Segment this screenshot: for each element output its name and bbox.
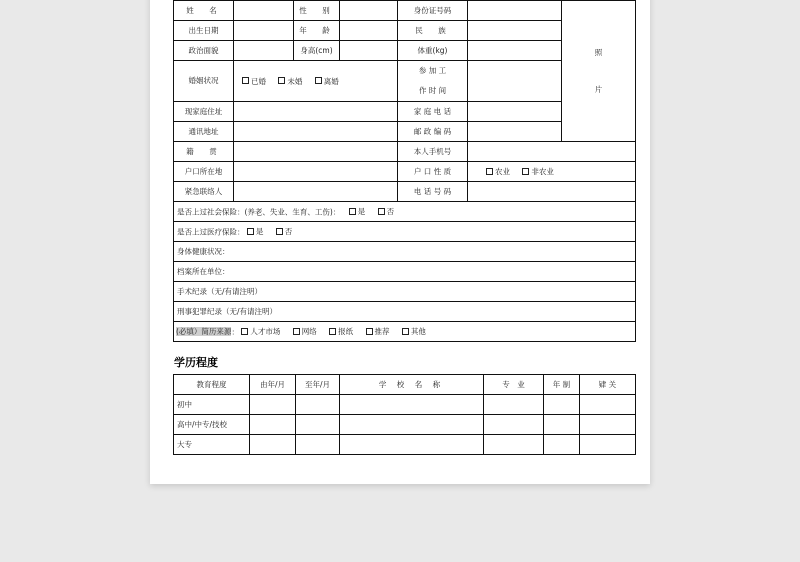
input-mobile[interactable] (468, 142, 636, 162)
edu-cell[interactable] (296, 395, 340, 415)
label-home-phone: 家 庭 电 话 (398, 102, 468, 122)
input-work-start[interactable] (468, 61, 562, 102)
row-health[interactable]: 身体健康状况： (174, 242, 636, 262)
label-ethnicity: 民 族 (398, 21, 468, 41)
edu-row-label: 高中/中专/技校 (174, 415, 250, 435)
input-political-status[interactable] (234, 41, 294, 61)
edu-header-level: 教育程度 (174, 375, 250, 395)
checkbox-talent-market[interactable] (241, 328, 248, 335)
checkbox-medical-no[interactable] (276, 228, 283, 235)
input-height[interactable] (340, 41, 398, 61)
input-household-location[interactable] (234, 162, 398, 182)
checkbox-internet[interactable] (293, 328, 300, 335)
input-ethnicity[interactable] (468, 21, 562, 41)
photo-label-1: 照 (594, 47, 603, 57)
label-current-address: 现家庭住址 (174, 102, 234, 122)
label-medical-insurance: 是否上过医疗保险： (177, 227, 245, 236)
row-archive-unit[interactable]: 档案所在单位： (174, 262, 636, 282)
edu-cell[interactable] (250, 395, 296, 415)
input-current-address[interactable] (234, 102, 398, 122)
label-mailing-address: 通讯地址 (174, 122, 234, 142)
option-medical-no: 否 (284, 227, 293, 236)
edu-row-label: 初中 (174, 395, 250, 415)
checkbox-other[interactable] (402, 328, 409, 335)
option-referral: 推荐 (374, 327, 390, 336)
label-emergency-contact: 紧急联络人 (174, 182, 234, 202)
checkbox-married[interactable] (242, 77, 249, 84)
option-social-yes: 是 (357, 207, 366, 216)
edu-cell[interactable] (544, 435, 580, 455)
edu-cell[interactable] (250, 415, 296, 435)
edu-cell[interactable] (544, 415, 580, 435)
edu-cell[interactable] (580, 395, 636, 415)
input-age[interactable] (340, 21, 398, 41)
input-name[interactable] (234, 1, 294, 21)
label-resume-source: (必填）简历来源 (176, 327, 232, 336)
edu-cell[interactable] (544, 395, 580, 415)
label-age: 年 龄 (294, 21, 340, 41)
edu-header-years: 年 制 (544, 375, 580, 395)
label-social-insurance: 是否上过社会保险：(养老、失业、生育、工伤)： (177, 207, 341, 216)
edu-cell[interactable] (580, 415, 636, 435)
label-marital-status: 婚姻状况 (174, 61, 234, 102)
label-postal-code: 邮 政 编 码 (398, 122, 468, 142)
checkbox-medical-yes[interactable] (247, 228, 254, 235)
edu-cell[interactable] (484, 395, 544, 415)
label-weight: 体重(kg) (398, 41, 468, 61)
label-political-status: 政治面貌 (174, 41, 234, 61)
table-row (174, 435, 636, 455)
label-work-start-line1: 参 加 工 (418, 66, 447, 75)
input-gender[interactable] (340, 1, 398, 21)
option-social-no: 否 (386, 207, 395, 216)
label-height: 身高(cm) (294, 41, 340, 61)
edu-cell[interactable] (484, 435, 544, 455)
checkbox-social-yes[interactable] (349, 208, 356, 215)
edu-header-to: 至年/月 (296, 375, 340, 395)
checkbox-divorced[interactable] (315, 77, 322, 84)
label-work-start-line2: 作 时 间 (418, 86, 447, 95)
input-mailing-address[interactable] (234, 122, 398, 142)
input-id-number[interactable] (468, 1, 562, 21)
input-home-phone[interactable] (468, 102, 562, 122)
education-table (173, 374, 636, 455)
table-row (174, 415, 636, 435)
checkbox-non-agricultural[interactable] (522, 168, 529, 175)
option-unmarried: 未婚 (287, 76, 303, 86)
label-household-location: 户口所在地 (174, 162, 234, 182)
input-birth-date[interactable] (234, 21, 294, 41)
checkbox-social-no[interactable] (378, 208, 385, 215)
label-mobile: 本人手机号 (398, 142, 468, 162)
checkbox-unmarried[interactable] (278, 77, 285, 84)
edu-header-school: 学 校 名 称 (340, 375, 484, 395)
row-resume-source (174, 322, 636, 342)
input-postal-code[interactable] (468, 122, 562, 142)
edu-cell[interactable] (484, 415, 544, 435)
option-divorced: 离婚 (323, 76, 339, 86)
input-emergency-phone[interactable] (468, 182, 636, 202)
edu-header-major: 专 业 (484, 375, 544, 395)
edu-header-result: 肄 关 (580, 375, 636, 395)
table-row (174, 395, 636, 415)
edu-row-label: 大专 (174, 435, 250, 455)
option-other: 其他 (410, 327, 426, 336)
personal-info-table (173, 0, 636, 342)
edu-cell[interactable] (296, 415, 340, 435)
label-gender: 性 别 (294, 1, 340, 21)
label-birth-date: 出生日期 (174, 21, 234, 41)
option-non-agricultural: 非农业 (531, 167, 554, 176)
label-emergency-phone: 电 话 号 码 (398, 182, 468, 202)
option-newspaper: 报纸 (338, 327, 354, 336)
label-native-place: 籍 贯 (174, 142, 234, 162)
option-medical-yes: 是 (255, 227, 264, 236)
edu-cell[interactable] (250, 435, 296, 455)
edu-header-from: 由年/月 (250, 375, 296, 395)
row-social-insurance (174, 202, 636, 222)
checkbox-newspaper[interactable] (329, 328, 336, 335)
label-id-number: 身份证号码 (398, 1, 468, 21)
row-surgery[interactable]: 手术纪录（无/有请注明） (174, 282, 636, 302)
label-work-start (398, 61, 468, 102)
input-weight[interactable] (468, 41, 562, 61)
row-medical-insurance (174, 222, 636, 242)
edu-cell[interactable] (296, 435, 340, 455)
edu-cell[interactable] (580, 435, 636, 455)
photo-box[interactable] (562, 1, 636, 142)
option-married: 已婚 (251, 76, 266, 86)
row-criminal[interactable]: 刑事犯罪纪录（无/有请注明） (174, 302, 636, 322)
input-native-place[interactable] (234, 142, 398, 162)
option-agricultural: 农业 (495, 167, 510, 176)
edu-cell[interactable] (340, 435, 484, 455)
option-talent-market: 人才市场 (250, 327, 281, 336)
edu-cell[interactable] (340, 415, 484, 435)
education-section-title: 学历程度 (174, 356, 218, 369)
option-internet: 网络 (301, 327, 317, 336)
edu-cell[interactable] (340, 395, 484, 415)
household-type-options (468, 162, 636, 182)
input-emergency-contact[interactable] (234, 182, 398, 202)
label-household-type: 户 口 性 质 (398, 162, 468, 182)
label-name: 姓 名 (174, 1, 234, 21)
label-resume-source-colon: ： (231, 327, 239, 336)
checkbox-referral[interactable] (366, 328, 373, 335)
marital-options (234, 61, 398, 102)
checkbox-agricultural[interactable] (486, 168, 493, 175)
photo-label-2: 片 (594, 85, 603, 94)
